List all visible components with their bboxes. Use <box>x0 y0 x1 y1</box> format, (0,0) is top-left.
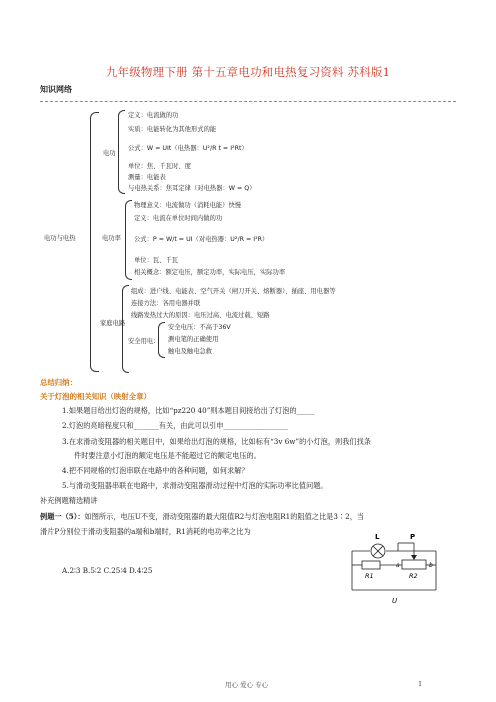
gonglv-item: 公式：P = W/t = UI（对电热器：U²/R = I²R） <box>134 236 269 243</box>
gonglv-item: 定义：电流在单位时间内做的功 <box>134 215 223 222</box>
dianggong-item: 实质：电能转化为其他形式的能 <box>128 126 217 133</box>
gonglv-bracket <box>125 200 132 280</box>
example-label: 例题一（5）： <box>40 512 85 521</box>
jiating-item: 组成：进户线、电能表、空气开关（闸刀开关、熔断器）、插座、用电器等 <box>131 288 336 295</box>
label-R2: R2 <box>409 572 418 580</box>
label-R1: R1 <box>365 572 374 580</box>
jiating-item: 连接方法：各用电器并联 <box>131 300 201 307</box>
root-bracket <box>90 112 99 372</box>
example-options: A.2∶3 B.5∶2 C.25∶4 D.4∶25 <box>62 566 153 575</box>
safety-item: 安全电压：不高于36V <box>168 324 231 331</box>
example-text-1: 如图所示，电压U不变，滑动变阻器的最大阻值R2与灯泡电阻R1的阻值之比是3∶2，当 <box>84 512 365 521</box>
summary-heading: 总结归纳： <box>40 378 77 387</box>
supplement-heading: 补充例题精选精讲 <box>40 496 98 505</box>
dianggong-item: 定义：电流做的功 <box>128 112 179 119</box>
example-line-1 <box>40 512 364 522</box>
safety-bracket <box>158 322 165 358</box>
safety-item: 触电及触电急救 <box>168 348 213 355</box>
branch-dianggong: 电功 <box>103 150 116 157</box>
label-L: L <box>375 533 380 541</box>
dianggong-item: 公式：W = UIt（电热器：U²/R t = I²Rt） <box>128 145 248 152</box>
dianggong-item: 单位：焦、千瓦时、度 <box>128 163 191 170</box>
rheostat <box>402 560 426 569</box>
point-3: 3.在求滑动变阻器的相关题目中，如果给出灯泡的规格，比如标有“3v 6w”的小灯泡，则我们找条 <box>62 437 371 446</box>
example-text-2: 滑片P分别位于滑动变阻器的a端和b端时，R1消耗的电功率之比为 <box>40 527 251 536</box>
label-P: P <box>410 533 416 541</box>
dianggong-bracket <box>118 110 125 194</box>
mindmap-root: 电功与电热 <box>44 235 76 242</box>
safety-label: 安全用电： <box>128 338 160 345</box>
section-heading: 知识网络 <box>40 84 72 94</box>
point-1: 1.如果题目给出灯泡的规格，比如“pz220 40”则本题目间接给出了灯泡的_____ <box>62 406 315 415</box>
point-4: 4.把不同规格的灯泡串联在电路中的各种问题，如何求解？ <box>62 466 249 475</box>
point-3-cont: 件时要注意小灯泡的额定电压是不能超过它的额定电压的。 <box>74 451 261 460</box>
label-U: U <box>392 597 398 605</box>
jiating-bracket <box>122 285 129 373</box>
dianggong-item: 测量：电能表 <box>128 174 166 181</box>
slider-arrow-head <box>411 555 417 560</box>
point-2: 2.灯泡的亮暗程度只和_______有关，由此可以引申__________________ <box>62 421 289 430</box>
footer: 用心 爱心 专心 <box>225 681 269 689</box>
safety-item: 测电笔的正确使用 <box>168 336 219 343</box>
divider <box>40 101 456 102</box>
dianggong-item: 与电热关系：焦耳定律（对电热器：W = Q） <box>128 185 256 192</box>
gonglv-item: 单位：瓦、千瓦 <box>134 257 179 264</box>
branch-gonglv: 电功率 <box>102 235 121 242</box>
branch-jiating: 家庭电路 <box>100 320 126 327</box>
jiating-item: 线路发热过大的原因：电压过高、电流过载、短路 <box>131 312 270 319</box>
circuit-diagram <box>340 530 460 608</box>
summary-subheading: 关于灯泡的相关知识（映射全章） <box>40 392 151 401</box>
gonglv-item: 物理意义：电流做功（消耗电能）快慢 <box>134 202 242 209</box>
gonglv-item: 相关概念：额定电压，额定功率，实际电压，实际功率 <box>134 269 286 276</box>
label-b: b <box>429 562 433 569</box>
label-a: a <box>396 562 400 569</box>
page-number: 1 <box>418 680 423 688</box>
resistor-r1 <box>362 561 380 569</box>
point-5: 5.与滑动变阻器串联在电路中，求滑动变阻器滑动过程中灯泡的实际功率比值问题。 <box>62 481 328 490</box>
document-title: 九年级物理下册 第十五章电功和电热复习资料 苏科版1 <box>105 65 391 79</box>
